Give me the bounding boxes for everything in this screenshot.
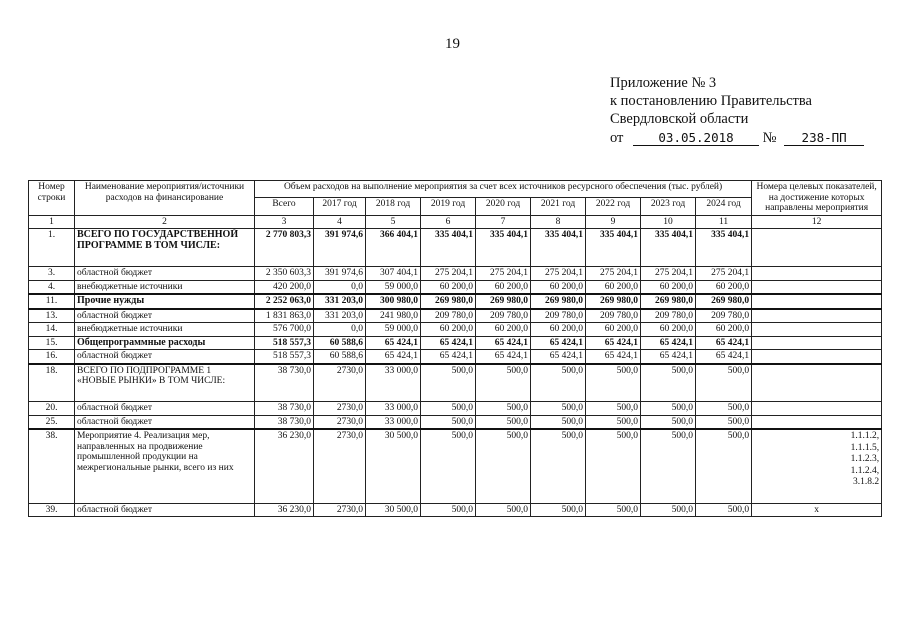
goal-indicator: 1.1.1.5, [850, 442, 880, 453]
row-year-value: 60 200,0 [531, 323, 586, 337]
row-number: 14. [29, 323, 75, 337]
row-total: 2 350 603,3 [255, 267, 314, 281]
row-year-value: 30 500,0 [366, 429, 421, 503]
row-year-value: 500,0 [531, 429, 586, 503]
row-year-value: 500,0 [696, 429, 752, 503]
row-name: областной бюджет [75, 402, 255, 416]
row-year-value: 30 500,0 [366, 503, 421, 517]
table-row [29, 280, 882, 294]
row-year-value: 2730,0 [314, 429, 366, 503]
row-year-value: 275 204,1 [586, 267, 641, 281]
row-year-value: 65 424,1 [641, 336, 696, 350]
col-number: 5 [366, 215, 421, 229]
row-number: 16. [29, 350, 75, 364]
row-goals [752, 229, 882, 267]
row-name: внебюджетные источники [75, 280, 255, 294]
column-number-row [29, 215, 882, 229]
row-year-value: 391 974,6 [314, 229, 366, 267]
row-year-value: 65 424,1 [531, 336, 586, 350]
row-total: 38 730,0 [255, 364, 314, 402]
row-year-value: 500,0 [421, 503, 476, 517]
row-year-value: 500,0 [586, 402, 641, 416]
row-total: 36 230,0 [255, 429, 314, 503]
row-year-value: 366 404,1 [366, 229, 421, 267]
row-year-value: 500,0 [641, 402, 696, 416]
row-year-value: 65 424,1 [586, 350, 641, 364]
row-year-value: 500,0 [421, 429, 476, 503]
row-number: 39. [29, 503, 75, 517]
row-goals [752, 415, 882, 429]
row-name: областной бюджет [75, 415, 255, 429]
row-year-value: 60 200,0 [696, 280, 752, 294]
row-year-value: 209 780,0 [696, 309, 752, 323]
row-year-value: 59 000,0 [366, 280, 421, 294]
row-year-value: 209 780,0 [586, 309, 641, 323]
row-goals [752, 402, 882, 416]
row-year-value: 335 404,1 [641, 229, 696, 267]
row-name: областной бюджет [75, 267, 255, 281]
row-year-value: 391 974,6 [314, 267, 366, 281]
row-year-value: 500,0 [696, 415, 752, 429]
row-name: Мероприятие 4. Реализация мер, направленных на продвижение промышленной продукции на межрегиональные рынки, всего из них [75, 429, 255, 503]
table-row [29, 336, 882, 350]
row-name: внебюджетные источники [75, 323, 255, 337]
row-year-value: 500,0 [696, 402, 752, 416]
row-number: 38. [29, 429, 75, 503]
row-number: 3. [29, 267, 75, 281]
row-year-value: 2730,0 [314, 364, 366, 402]
row-year-value: 269 980,0 [531, 294, 586, 309]
row-year-value: 209 780,0 [531, 309, 586, 323]
row-year-value: 335 404,1 [421, 229, 476, 267]
col-number: 9 [586, 215, 641, 229]
row-year-value: 307 404,1 [366, 267, 421, 281]
appendix-line-2: к постановлению Правительства [610, 93, 812, 109]
row-year-value: 500,0 [641, 415, 696, 429]
row-year-value: 60 200,0 [421, 323, 476, 337]
row-year-value: 65 424,1 [696, 336, 752, 350]
row-number: 18. [29, 364, 75, 402]
row-goals [752, 350, 882, 364]
row-year-value: 60 200,0 [476, 280, 531, 294]
row-goals: х [752, 503, 882, 517]
row-year-value: 275 204,1 [421, 267, 476, 281]
decree-number: 238-ПП [784, 130, 864, 146]
row-year-value: 500,0 [586, 429, 641, 503]
table-row [29, 364, 882, 402]
table-row [29, 350, 882, 364]
row-total: 2 252 063,0 [255, 294, 314, 309]
row-year-value: 60 200,0 [531, 280, 586, 294]
row-number: 20. [29, 402, 75, 416]
row-year-value: 33 000,0 [366, 364, 421, 402]
row-year-value: 500,0 [641, 503, 696, 517]
row-year-value: 500,0 [531, 402, 586, 416]
row-goals [752, 294, 882, 309]
row-year-value: 60 200,0 [476, 323, 531, 337]
header-year: 2022 год [586, 198, 641, 215]
row-year-value: 60 588,6 [314, 350, 366, 364]
row-number: 13. [29, 309, 75, 323]
row-year-value: 269 980,0 [586, 294, 641, 309]
row-total: 518 557,3 [255, 350, 314, 364]
row-year-value: 209 780,0 [641, 309, 696, 323]
row-year-value: 60 200,0 [586, 323, 641, 337]
row-year-value: 331 203,0 [314, 309, 366, 323]
row-year-value: 275 204,1 [696, 267, 752, 281]
row-year-value: 500,0 [476, 429, 531, 503]
col-number: 1 [29, 215, 75, 229]
header-row-num: Номер строки [29, 181, 75, 216]
row-name: областной бюджет [75, 309, 255, 323]
row-year-value: 65 424,1 [476, 336, 531, 350]
row-year-value: 2730,0 [314, 503, 366, 517]
row-year-value: 59 000,0 [366, 323, 421, 337]
page-number: 19 [445, 36, 460, 52]
row-year-value: 65 424,1 [476, 350, 531, 364]
table-row [29, 229, 882, 267]
row-goals [752, 336, 882, 350]
row-year-value: 335 404,1 [476, 229, 531, 267]
date-prefix: от [610, 130, 624, 146]
row-year-value: 33 000,0 [366, 402, 421, 416]
row-year-value: 500,0 [696, 364, 752, 402]
table-row [29, 429, 882, 503]
row-year-value: 335 404,1 [696, 229, 752, 267]
row-year-value: 500,0 [696, 503, 752, 517]
row-name: Общепрограммные расходы [75, 336, 255, 350]
header-year: 2017 год [314, 198, 366, 215]
row-year-value: 500,0 [531, 415, 586, 429]
row-year-value: 2730,0 [314, 415, 366, 429]
table-row [29, 294, 882, 309]
row-year-value: 60 200,0 [696, 323, 752, 337]
header-row-1 [29, 181, 882, 198]
row-number: 11. [29, 294, 75, 309]
row-year-value: 500,0 [421, 402, 476, 416]
table-row [29, 323, 882, 337]
row-year-value: 0,0 [314, 323, 366, 337]
row-year-value: 500,0 [641, 429, 696, 503]
appendix-line-1: Приложение № 3 [610, 75, 717, 91]
row-year-value: 241 980,0 [366, 309, 421, 323]
row-year-value: 500,0 [476, 364, 531, 402]
row-year-value: 335 404,1 [531, 229, 586, 267]
row-total: 36 230,0 [255, 503, 314, 517]
appendix-line-3: Свердловской области [610, 111, 749, 127]
header-year: 2018 год [366, 198, 421, 215]
row-year-value: 2730,0 [314, 402, 366, 416]
row-year-value: 60 200,0 [421, 280, 476, 294]
row-year-value: 500,0 [586, 364, 641, 402]
col-number: 3 [255, 215, 314, 229]
row-number: 4. [29, 280, 75, 294]
row-year-value: 60 200,0 [641, 323, 696, 337]
row-goals [752, 309, 882, 323]
row-year-value: 65 424,1 [531, 350, 586, 364]
header-total: Всего [255, 198, 314, 215]
table-row [29, 309, 882, 323]
row-total: 576 700,0 [255, 323, 314, 337]
row-year-value: 0,0 [314, 280, 366, 294]
goal-indicator: 1.1.2.3, [850, 454, 880, 464]
row-goals [752, 429, 882, 503]
row-total: 518 557,3 [255, 336, 314, 350]
row-year-value: 65 424,1 [696, 350, 752, 364]
row-year-value: 269 980,0 [696, 294, 752, 309]
row-year-value: 500,0 [421, 364, 476, 402]
header-year: 2023 год [641, 198, 696, 215]
row-year-value: 60 588,6 [314, 336, 366, 350]
goal-indicator: 1.1.1.2, [850, 431, 880, 441]
row-total: 420 200,0 [255, 280, 314, 294]
table-row [29, 415, 882, 429]
row-year-value: 500,0 [421, 415, 476, 429]
header-volume: Объем расходов на выполнение мероприятия за счет всех источников ресурсного обеспечения (тыс. рублей) [255, 181, 752, 198]
row-year-value: 209 780,0 [421, 309, 476, 323]
row-total: 38 730,0 [255, 402, 314, 416]
row-year-value: 275 204,1 [531, 267, 586, 281]
row-year-value: 275 204,1 [476, 267, 531, 281]
row-name: областной бюджет [75, 350, 255, 364]
col-number: 7 [476, 215, 531, 229]
row-year-value: 209 780,0 [476, 309, 531, 323]
row-year-value: 500,0 [586, 415, 641, 429]
goal-indicator: 1.1.2.4, [850, 465, 880, 476]
col-number: 12 [752, 215, 882, 229]
row-year-value: 33 000,0 [366, 415, 421, 429]
header-year: 2020 год [476, 198, 531, 215]
row-year-value: 65 424,1 [421, 336, 476, 350]
row-number: 25. [29, 415, 75, 429]
expenditure-table [28, 180, 882, 517]
row-goals [752, 280, 882, 294]
appendix-block [610, 74, 864, 147]
row-year-value: 65 424,1 [366, 336, 421, 350]
row-total: 2 770 803,3 [255, 229, 314, 267]
row-year-value: 300 980,0 [366, 294, 421, 309]
row-year-value: 65 424,1 [586, 336, 641, 350]
col-number: 10 [641, 215, 696, 229]
row-year-value: 269 980,0 [421, 294, 476, 309]
decree-date: 03.05.2018 [633, 130, 759, 146]
row-year-value: 269 980,0 [641, 294, 696, 309]
col-number: 6 [421, 215, 476, 229]
row-year-value: 500,0 [586, 503, 641, 517]
row-goals [752, 364, 882, 402]
header-year: 2024 год [696, 198, 752, 215]
row-name: областной бюджет [75, 503, 255, 517]
row-year-value: 500,0 [641, 364, 696, 402]
row-name: ВСЕГО ПО ПОДПРОГРАММЕ 1 «НОВЫЕ РЫНКИ» В ТОМ ЧИСЛЕ: [75, 364, 255, 402]
row-total: 1 831 863,0 [255, 309, 314, 323]
row-year-value: 500,0 [476, 415, 531, 429]
goal-indicator: 3.1.8.2 [853, 477, 880, 487]
row-total: 38 730,0 [255, 415, 314, 429]
row-year-value: 65 424,1 [421, 350, 476, 364]
table-row [29, 503, 882, 517]
row-year-value: 60 200,0 [586, 280, 641, 294]
row-goals [752, 323, 882, 337]
row-year-value: 500,0 [531, 503, 586, 517]
decree-date-number [610, 129, 864, 147]
row-number: 1. [29, 229, 75, 267]
table-row [29, 402, 882, 416]
row-year-value: 500,0 [476, 402, 531, 416]
col-number: 2 [75, 215, 255, 229]
row-year-value: 275 204,1 [641, 267, 696, 281]
row-number: 15. [29, 336, 75, 350]
row-year-value: 500,0 [476, 503, 531, 517]
header-name: Наименование мероприятия/источники расходов на финансирование [75, 181, 255, 216]
row-name: ВСЕГО ПО ГОСУДАРСТВЕННОЙ ПРОГРАММЕ В ТОМ ЧИСЛЕ: [75, 229, 255, 267]
col-number: 4 [314, 215, 366, 229]
row-year-value: 65 424,1 [366, 350, 421, 364]
row-name: Прочие нужды [75, 294, 255, 309]
row-year-value: 269 980,0 [476, 294, 531, 309]
row-year-value: 65 424,1 [641, 350, 696, 364]
number-prefix: № [762, 130, 777, 146]
row-year-value: 335 404,1 [586, 229, 641, 267]
row-year-value: 500,0 [531, 364, 586, 402]
row-year-value: 60 200,0 [641, 280, 696, 294]
header-goals: Номера целевых показателей, на достижение которых направлены мероприятия [752, 181, 882, 216]
col-number: 8 [531, 215, 586, 229]
table-body [29, 229, 882, 517]
header-year: 2021 год [531, 198, 586, 215]
col-number: 11 [696, 215, 752, 229]
header-year: 2019 год [421, 198, 476, 215]
row-goals [752, 267, 882, 281]
row-year-value: 331 203,0 [314, 294, 366, 309]
table-row [29, 267, 882, 281]
